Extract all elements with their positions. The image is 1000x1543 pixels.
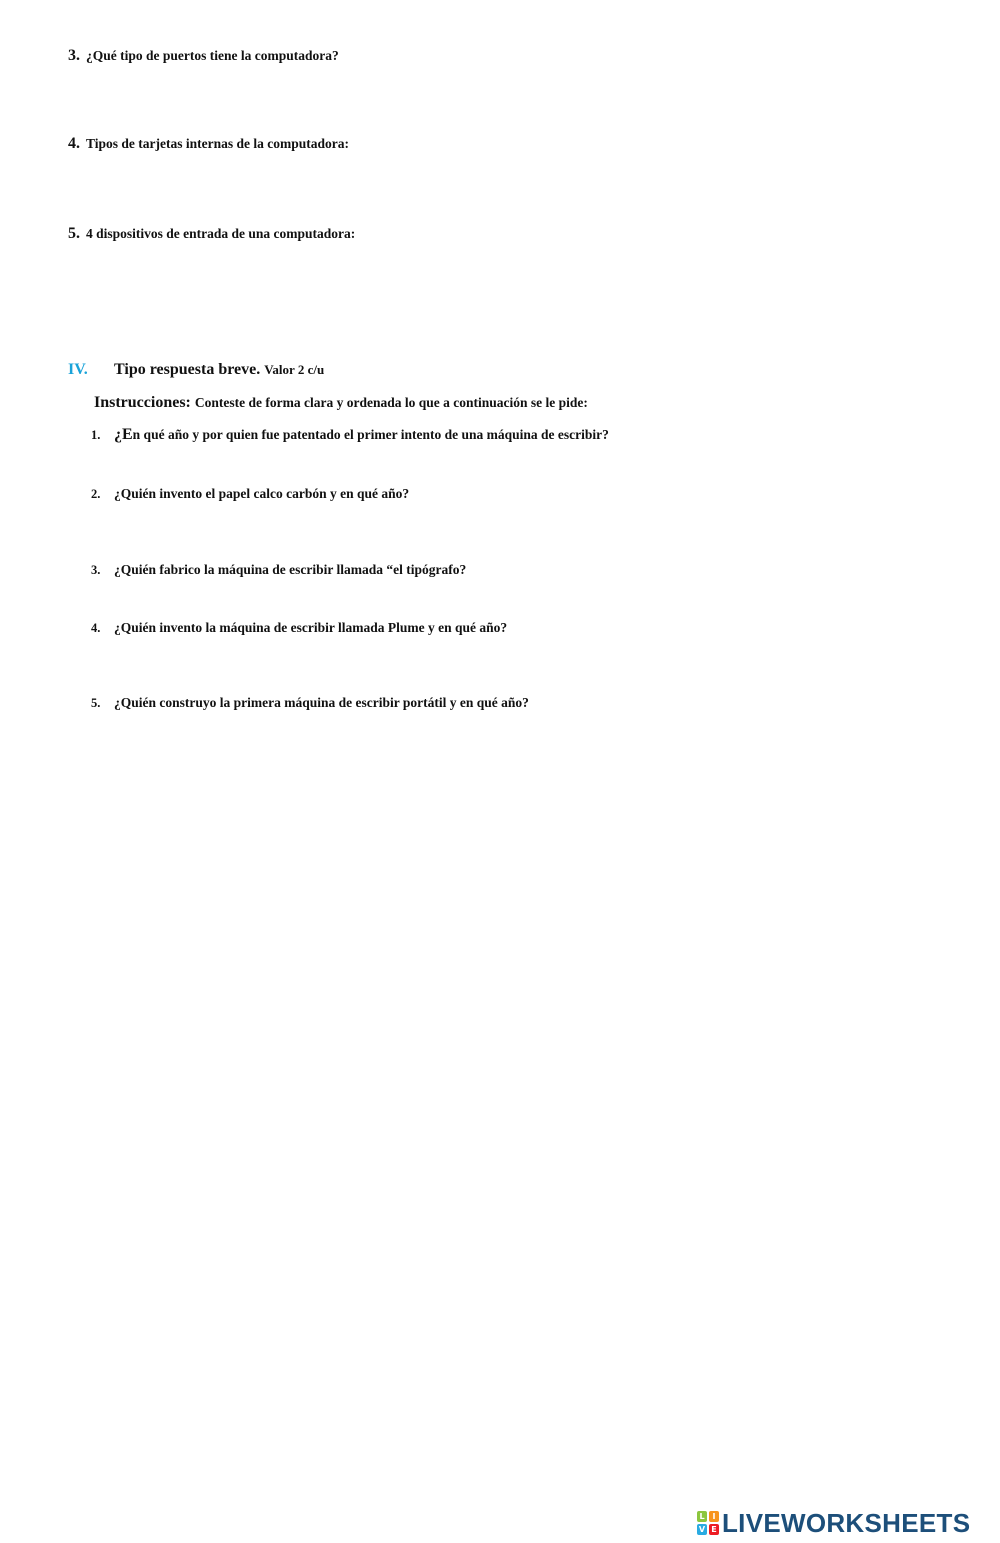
liveworksheets-logo <box>697 1509 970 1537</box>
question-number: 5. <box>68 225 80 242</box>
question-number: 4. <box>91 621 101 635</box>
logo-icon <box>697 1511 719 1535</box>
short-question-3 <box>91 562 466 578</box>
brand-name: LIVEWORKSHEETS <box>722 1507 971 1538</box>
question-text: ¿Quién invento el papel calco carbón y en qué año? <box>114 486 410 501</box>
question-3 <box>68 47 339 65</box>
question-number: 4. <box>68 135 80 152</box>
logo-letter: E <box>709 1524 719 1535</box>
short-question-5 <box>91 695 529 711</box>
logo-letter: I <box>709 1511 719 1522</box>
question-text: ¿Quién fabrico la máquina de escribir llamada “el tipógrafo? <box>114 562 467 577</box>
question-number: 3. <box>68 47 80 64</box>
short-question-2 <box>91 486 409 502</box>
question-number: 3. <box>91 563 101 577</box>
question-5 <box>68 225 355 243</box>
question-lead: ¿E <box>114 426 133 443</box>
question-text: ¿Qué tipo de puertos tiene la computadora? <box>86 48 339 63</box>
question-text: n qué año y por quien fue patentado el primer intento de una máquina de escribir? <box>132 427 609 442</box>
short-question-1 <box>91 426 609 444</box>
section-title: Tipo respuesta breve. <box>114 361 261 378</box>
section-heading <box>68 361 324 379</box>
question-text: 4 dispositivos de entrada de una computadora: <box>86 226 356 241</box>
logo-letter: L <box>697 1511 707 1522</box>
instructions-label: Instrucciones: <box>94 394 191 411</box>
question-4 <box>68 135 349 153</box>
question-number: 5. <box>91 696 101 710</box>
section-roman-numeral: IV. <box>68 361 88 378</box>
question-number: 1. <box>91 428 101 442</box>
short-question-4 <box>91 620 507 636</box>
question-text: ¿Quién invento la máquina de escribir llamada Plume y en qué año? <box>114 620 508 635</box>
logo-letter: V <box>698 1525 706 1534</box>
instructions-text: Conteste de forma clara y ordenada lo que a continuación se le pide: <box>194 395 588 410</box>
instructions <box>94 394 588 412</box>
section-value: Valor 2 c/u <box>264 362 325 377</box>
question-text: ¿Quién construyo la primera máquina de escribir portátil y en qué año? <box>114 695 529 710</box>
question-number: 2. <box>91 487 101 501</box>
question-text: Tipos de tarjetas internas de la computadora: <box>86 136 349 151</box>
